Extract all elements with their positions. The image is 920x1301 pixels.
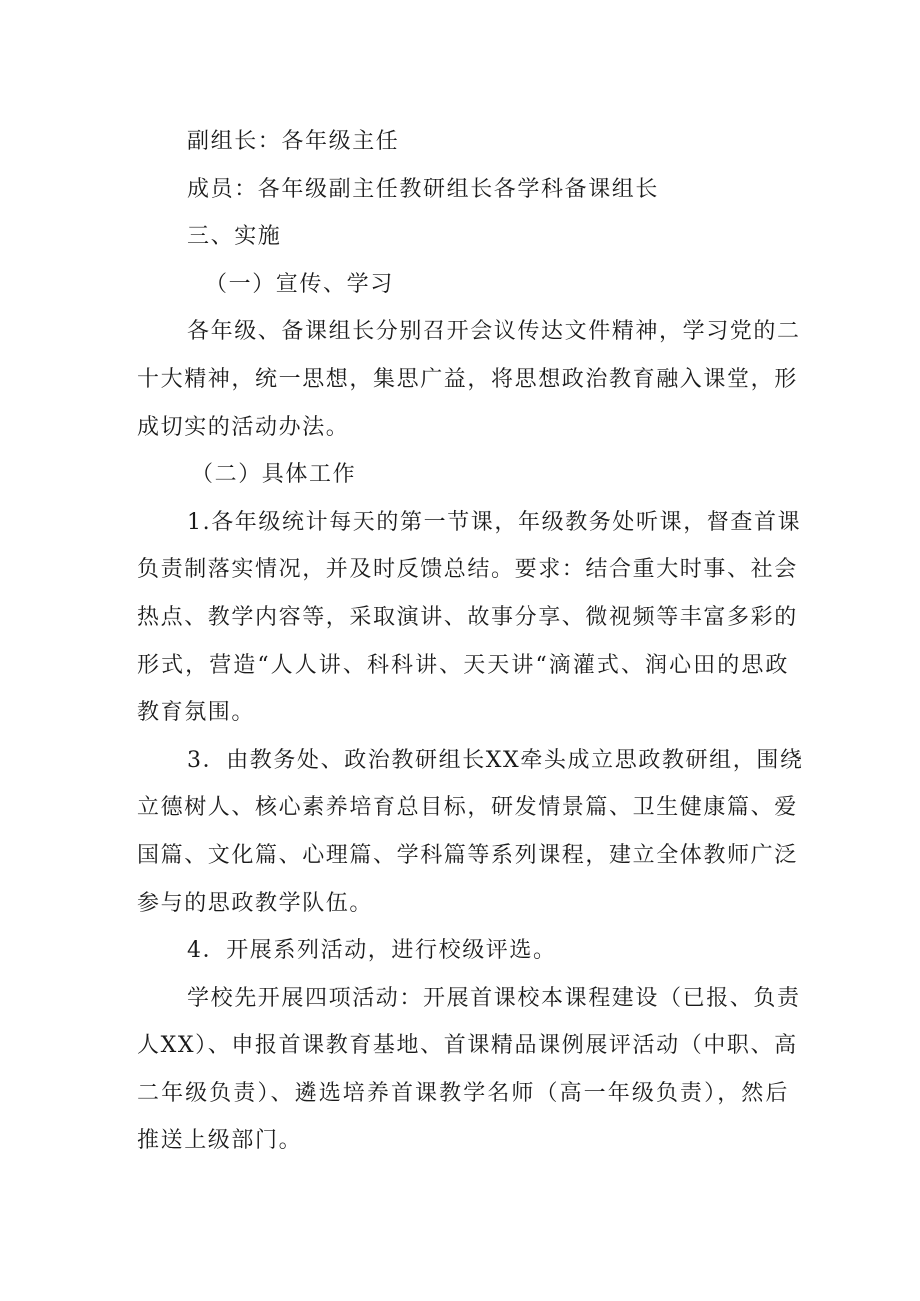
subsection-heading-specific-work: （二）具体工作	[191, 462, 357, 488]
deputy-leader-line: 副组长：各年级主任	[187, 129, 400, 154]
paragraph-line: 4．开展系列活动，进行校级评选。	[187, 938, 557, 964]
paragraph-line: 推送上级部门。	[137, 1128, 303, 1154]
paragraph-line: 国篇、文化篇、心理篇、学科篇等系列课程，建立全体教师广泛	[137, 842, 798, 868]
paragraph-line: 教育氛围。	[137, 700, 256, 726]
paragraph-line: 各年级、备课组长分别召开会议传达文件精神，学习党的二	[187, 319, 801, 345]
paragraph-line: 负责制落实情况，并及时反馈总结。要求：结合重大时事、社会	[137, 557, 798, 583]
paragraph-line: 成切实的活动办法。	[137, 414, 350, 440]
paragraph-line: 形式，营造“人人讲、科科讲、天天讲“滴灌式、润心田的思政	[137, 652, 789, 678]
subsection-heading-publicity: （一）宣传、学习	[205, 271, 394, 297]
paragraph-line: 二年级负责）、遴选培养首课教学名师（高一年级负责），然后	[137, 1080, 789, 1106]
paragraph-line: 3．由教务处、政治教研组长XX牵头成立思政教研组，围绕	[187, 747, 804, 773]
paragraph-line: 十大精神，统一思想，集思广益，将思想政治教育融入课堂，形	[137, 366, 798, 392]
paragraph-line: 立德树人、核心素养培育总目标，研发情景篇、卫生健康篇、爱	[137, 795, 798, 821]
document-body	[137, 118, 804, 1165]
members-line: 成员：各年级副主任教研组长各学科备课组长	[187, 176, 660, 202]
paragraph-line: 参与的思政教学队伍。	[137, 890, 374, 916]
paragraph-line: 人XX）、申报首课教育基地、首课精品课例展评活动（中职、高	[137, 1033, 798, 1059]
paragraph-line: 热点、教学内容等，采取演讲、故事分享、微视频等丰富多彩的	[137, 604, 798, 630]
paragraph-line: 1.各年级统计每天的第一节课，年级教务处听课，督查首课	[187, 509, 802, 535]
section-heading-implementation: 三、实施	[187, 224, 282, 250]
paragraph-line: 学校先开展四项活动：开展首课校本课程建设（已报、负责	[187, 985, 801, 1011]
